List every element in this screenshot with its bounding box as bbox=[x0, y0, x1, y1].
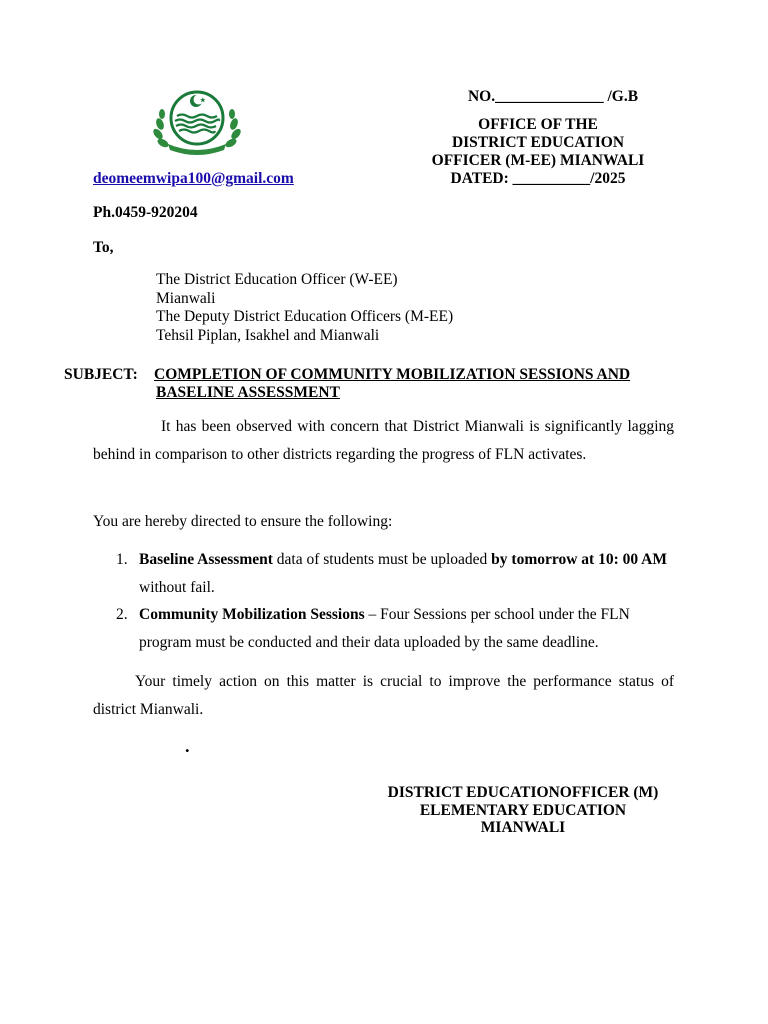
reference-number: NO.______________ /G.B bbox=[467, 88, 639, 105]
to-label: To, bbox=[93, 239, 114, 256]
stray-dot: . bbox=[185, 736, 190, 756]
phone-number: Ph.0459-920204 bbox=[93, 204, 198, 221]
signature-line-2: ELEMENTARY EDUCATION bbox=[419, 801, 627, 819]
addressee-line: The Deputy District Education Officers (M-EE) bbox=[156, 308, 454, 325]
signature-block bbox=[380, 784, 666, 837]
addressee-block bbox=[156, 271, 453, 345]
dated-line: DATED: __________/2025 bbox=[450, 170, 626, 187]
addressee-line: Tehsil Piplan, Isakhel and Mianwali bbox=[156, 326, 380, 344]
list-number: 1. bbox=[116, 551, 128, 568]
list-number: 2. bbox=[116, 606, 128, 623]
item-bold-text: Community Mobilization Sessions bbox=[139, 606, 365, 623]
subject-line-1: COMPLETION OF COMMUNITY MOBILIZATION SESSIONS AND bbox=[154, 366, 631, 383]
office-line-3: OFFICER (M-EE) MIANWALI bbox=[431, 152, 645, 169]
signature-line-3: MIANWALI bbox=[480, 819, 566, 836]
item-bold-deadline: by tomorrow at 10: 00 AM bbox=[491, 551, 667, 568]
paragraph-concern: It has been observed with concern that District Mianwali is significantly lagging behind in comparison to other districts regarding the progress of FLN activates. bbox=[93, 418, 674, 463]
subject-label: SUBJECT: bbox=[64, 366, 138, 383]
office-line-2: DISTRICT EDUCATION bbox=[451, 134, 625, 151]
addressee-line: The District Education Officer (W-EE) bbox=[156, 271, 398, 288]
item-text: without fail. bbox=[139, 578, 215, 596]
office-line-1: OFFICE OF THE bbox=[478, 116, 598, 133]
subject-line-2: BASELINE ASSESSMENT bbox=[156, 384, 340, 401]
office-header bbox=[400, 88, 676, 188]
emblem-icon bbox=[150, 86, 244, 156]
subject-block bbox=[64, 366, 684, 402]
signature-line-1: DISTRICT EDUCATIONOFFICER (M) bbox=[387, 784, 659, 801]
paragraph-closing: Your timely action on this matter is crucial to improve the performance status of district Mianwali. bbox=[93, 673, 674, 718]
item-bold-text: Baseline Assessment bbox=[139, 551, 273, 568]
paragraph-directive: You are hereby directed to ensure the following: bbox=[93, 513, 393, 530]
item-text: data of students must be uploaded bbox=[272, 551, 492, 568]
item-text: – Four Sessions per school under the FLN program must be conducted and their data uploaded by the same deadline. bbox=[139, 606, 630, 651]
list-item bbox=[93, 546, 674, 601]
directive-list bbox=[93, 546, 674, 656]
government-logo bbox=[150, 86, 244, 156]
list-item bbox=[93, 601, 674, 656]
addressee-line: Mianwali bbox=[156, 289, 216, 307]
email-link[interactable]: deomeemwipa100@gmail.com bbox=[93, 170, 294, 187]
